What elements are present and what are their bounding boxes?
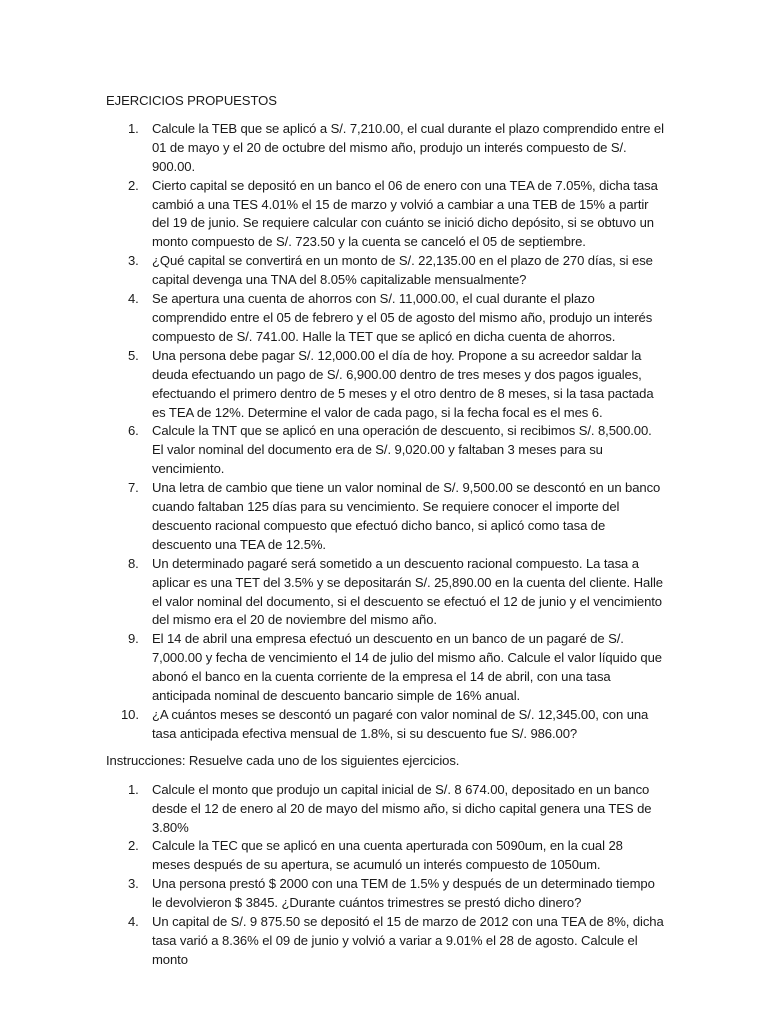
item-text: Calcule el monto que produjo un capital inicial de S/. 8 674.00, depositado en un banco desde el 12 de enero al 20 de mayo del mismo año, si dicho capital genera una TES de 3.80% [152,781,652,835]
list-item [106,347,664,423]
item-text: Cierto capital se depositó en un banco el 06 de enero con una TEA de 7.05%, dicha tasa cambió a una TES 4.01% el 15 de marzo y volvió a cambiar a una TEB de 15% a partir del 19 de junio. Se requiere calcular con cuánto se inició dicho depósito, si se obtuvo un monto compuesto de S/. 723.50 y la cuenta se canceló el 05 de septiembre. [152,177,658,250]
item-text: Una persona prestó $ 2000 con una TEM de 1.5% y después de un determinado tiempo le devolvieron $ 3845. ¿Durante cuántos trimestres se prestó dicho dinero? [152,876,655,911]
item-number: 2. [128,177,139,193]
list-item [106,177,664,253]
item-text: Una letra de cambio que tiene un valor nominal de S/. 9,500.00 se descontó en un banco cuando faltaban 125 días para su vencimiento. Se requiere conocer el importe del descuento racional compuesto que efectuó dicho banco, si aplicó como tasa de descuento una TEA de 12.5%. [152,480,661,552]
list-item [106,875,664,913]
item-number: 4. [128,291,139,307]
list-item [106,252,664,290]
item-number: 7. [128,480,139,496]
item-text: El 14 de abril una empresa efectuó un descuento en un banco de un pagaré de S/. 7,000.00 y fecha de vencimiento el 14 de julio del mismo año. Calcule el valor líquido que abonó el banco en la cuenta corriente de la empresa el 14 de abril, con una tasa anticipada nominal de descuento bancario simple de 16% anual. [152,631,662,704]
item-text: ¿A cuántos meses se descontó un pagaré con valor nominal de S/. 12,345.00, con una tasa anticipada efectiva mensual de 1.8%, si su descuento fue S/. 986.00? [152,707,649,741]
item-number: 3. [128,253,139,269]
item-number: 1. [128,781,139,797]
item-text: Un capital de S/. 9 875.50 se depositó el 15 de marzo de 2012 con una TEA de 8%, dicha tasa varió a 8.36% el 09 de junio y volvió a variar a 9.01% el 28 de agosto. Calcule el monto [152,914,664,967]
list-item [106,290,664,347]
item-number: 10. [121,707,139,722]
item-text: Un determinado pagaré será sometido a un descuento racional compuesto. La tasa a aplicar es una TET del 3.5% y se depositarán S/. 25,890.00 en la cuenta del cliente. Halle el valor nominal del documento, si el descuento se efectuó el 12 de junio y el vencimiento del mismo era el 20 de noviembre del mismo año. [152,555,663,628]
item-text: Calcule la TEC que se aplicó en una cuenta aperturada con 5090um, en la cual 28 meses después de su apertura, se acumuló un interés compuesto de 1050um. [152,838,623,873]
list-item [106,781,664,838]
exercise-list-proposed [106,120,664,744]
list-item [106,555,664,631]
item-number: 2. [128,838,139,854]
list-item [106,422,664,479]
list-item [106,837,664,875]
item-number: 1. [128,120,139,136]
item-number: 9. [128,631,139,647]
list-item [106,479,664,555]
list-item [106,120,664,177]
item-text: Calcule la TNT que se aplicó en una operación de descuento, si recibimos S/. 8,500.00. El valor nominal del documento era de S/. 9,020.00 y faltaban 3 meses para su vencimiento. [152,423,652,477]
item-number: 8. [128,555,139,571]
item-text: Una persona debe pagar S/. 12,000.00 el día de hoy. Propone a su acreedor saldar la deuda efectuando un pago de S/. 6,900.00 dentro de tres meses y dos pagos iguales, efectuando el primero dentro de 5 meses y el otro dentro de 8 meses, si la tasa pactada es TEA de 12%. Determine el valor de cada pago, si la fecha focal es el mes 6. [152,347,654,420]
list-item [106,913,664,970]
list-item [106,630,664,706]
section-heading: EJERCICIOS PROPUESTOS [106,93,277,108]
instructions-text: Instrucciones: Resuelve cada uno de los siguientes ejercicios. [106,752,460,768]
spacer [106,744,664,752]
item-number: 5. [128,347,139,363]
list-item [106,706,664,744]
item-text: Calcule la TEB que se aplicó a S/. 7,210.00, el cual durante el plazo comprendido entre el 01 de mayo y el 20 de octubre del mismo año, produjo un interés compuesto de S/. 900.00. [152,120,664,174]
item-text: Se apertura una cuenta de ahorros con S/. 11,000.00, el cual durante el plazo comprendido entre el 05 de febrero y el 05 de agosto del mismo año, produjo un interés compuesto de S/. 741.00. Halle la TET que se aplicó en dicha cuenta de ahorros. [152,291,653,344]
item-number: 4. [128,914,139,930]
item-number: 3. [128,876,139,892]
exercise-list-instructions [106,781,664,970]
item-text: ¿Qué capital se convertirá en un monto de S/. 22,135.00 en el plazo de 270 días, si ese capital devenga una TNA del 8.05% capitalizable mensualmente? [152,253,653,288]
item-number: 6. [128,423,139,439]
